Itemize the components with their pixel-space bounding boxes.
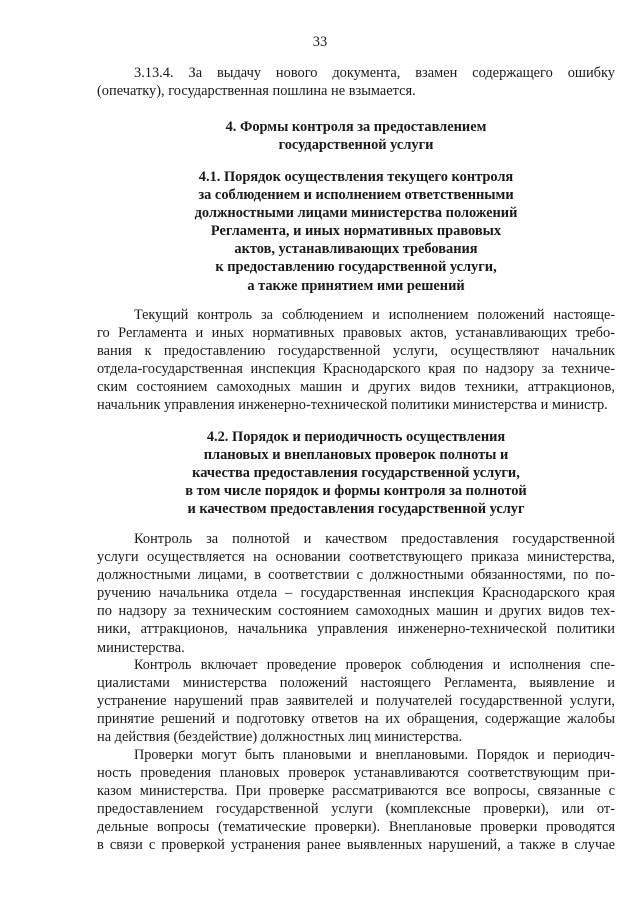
text-line: Контроль за полнотой и качеством предоставления государственной (134, 531, 615, 547)
text-line: начальник управления инженерно-технической политики министерства и министр. (97, 397, 608, 414)
text-line: ники, аттракционов, начальника управления инженерно-технической политики (97, 621, 615, 638)
text-line: го Регламента и иных нормативных правовых актов, устанавливающих требо- (97, 325, 615, 342)
text-line: Контроль включает проведение проверок соблюдения и исполнения спе- (134, 657, 615, 673)
paragraph-inspections (97, 746, 615, 855)
text-line: вания к предоставлению государственной услуги, осуществляют начальник (97, 343, 615, 360)
paragraph-current-control (97, 306, 615, 415)
heading-line: Регламента, и иных нормативных правовых (210, 223, 502, 240)
heading-line: 4.2. Порядок и периодичность осуществления (206, 429, 506, 445)
text-line: ским состоянием самоходных машин и других видов техники, аттракционов, (97, 379, 615, 396)
text-line: (опечатку), государственная пошлина не взымается. (97, 83, 416, 100)
section-heading-4-1 (97, 168, 615, 295)
heading-line: актов, устанавливающих требования (234, 241, 478, 258)
page-number: 33 (312, 34, 328, 50)
text-line: дельные вопросы (тематические проверки). Внеплановые проверки проводятся (97, 819, 615, 836)
text-line: по надзору за техническим состоянием самоходных машин и других видов тех- (97, 603, 615, 620)
heading-line: плановых и внеплановых проверок полноты и (203, 447, 509, 464)
text-line: должностными лицами, в соответствии с должностными обязанностями, по по- (97, 567, 615, 584)
text-line: казом министерства. При проверке рассматриваются все вопросы, связанные с (97, 783, 615, 800)
text-line: циалистами министерства положений настоящего Регламента, выявление и (97, 675, 615, 692)
heading-line: в том числе порядок и формы контроля за полнотой (185, 483, 527, 500)
text-line: предоставлением государственной услуги (комплексные проверки), или от- (97, 801, 615, 818)
text-line: ручению начальника отдела – государственная инспекция Краснодарского края (97, 585, 615, 602)
text-line: устранение нарушений прав заявителей и получателей государственной услуги, (97, 693, 615, 710)
heading-line: 4.1. Порядок осуществления текущего контроля (198, 169, 514, 185)
heading-line: государственной услуги (278, 137, 434, 154)
heading-line: должностными лицами министерства положений (194, 205, 518, 222)
paragraph-3-13-4 (97, 64, 615, 100)
heading-line: и качеством предоставления государственной услуг (187, 501, 525, 518)
text-line: в связи с проверкой устранения ранее выявленных нарушений, а также в случае (97, 837, 615, 854)
text-line: Текущий контроль за соблюдением и исполнением положений настояще- (134, 307, 615, 323)
heading-line: за соблюдением и исполнением ответственными (198, 187, 514, 204)
text-line: принятие решений и подготовку ответов на их обращения, содержащие жалобы (97, 711, 615, 728)
heading-line: а также принятием ими решений (247, 277, 465, 294)
text-line: услуги осуществляется на основании соответствующего приказа министерства, (97, 549, 615, 566)
text-line: министерства. (97, 639, 185, 656)
heading-line: к предоставлению государственной услуги, (215, 259, 497, 276)
paragraph-control-includes (97, 656, 615, 746)
text-line: отдела-государственная инспекция Краснодарского края по надзору за техниче- (97, 361, 615, 378)
text-line: на действия (бездействие) должностных лиц министерства. (97, 729, 463, 746)
heading-line: 4. Формы контроля за предоставлением (225, 119, 487, 135)
text-line: ность проведения плановых проверок устанавливаются соответствующим при- (97, 765, 615, 782)
paragraph-quality-control (97, 530, 615, 657)
section-heading-4-2 (97, 428, 615, 518)
section-heading-4 (97, 118, 615, 154)
text-line: Проверки могут быть плановыми и внеплановыми. Порядок и периодич- (134, 747, 615, 763)
text-line: 3.13.4. За выдачу нового документа, взамен содержащего ошибку (134, 65, 615, 81)
heading-line: качества предоставления государственной услуги, (192, 465, 520, 482)
